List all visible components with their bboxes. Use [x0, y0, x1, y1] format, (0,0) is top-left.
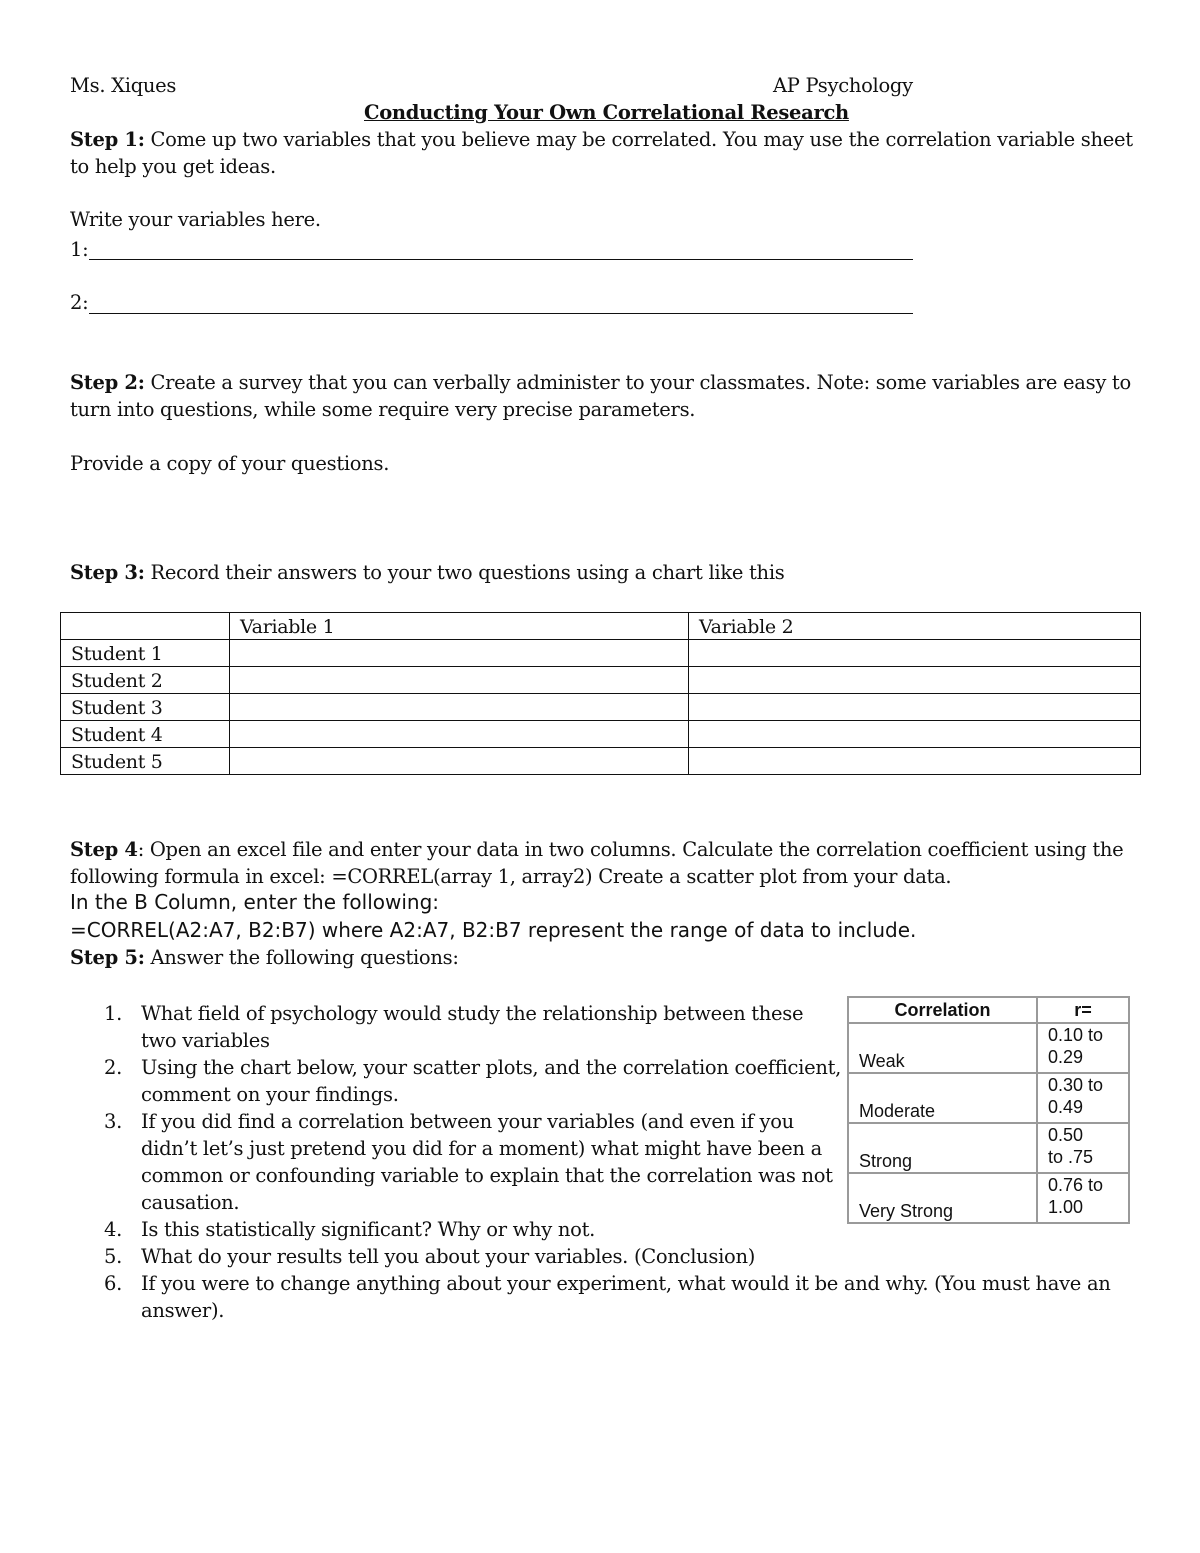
r-range — [1037, 1073, 1129, 1123]
question-text: Is this statistically significant? Why or why not. — [141, 1218, 596, 1241]
step5-label: Step 5: — [70, 946, 145, 969]
student-label: Student 4 — [61, 721, 230, 748]
strength-label: Moderate — [848, 1073, 1037, 1123]
correlation-table — [847, 996, 1130, 1224]
step4-line1 — [70, 838, 1123, 861]
step4-note-line1: In the B Column, enter the following: — [70, 890, 440, 914]
record-table-header-row — [61, 613, 1141, 640]
variable1-cell[interactable] — [230, 667, 689, 694]
teacher-name: Ms. Xiques — [70, 74, 177, 97]
student-label: Student 5 — [61, 748, 230, 775]
record-table-corner — [61, 613, 230, 640]
question-text: causation. — [141, 1191, 240, 1214]
table-row — [848, 1073, 1129, 1123]
r-range-end: 1.00 — [1048, 1197, 1084, 1217]
student-label: Student 1 — [61, 640, 230, 667]
r-range — [1037, 1173, 1129, 1223]
student-label: Student 3 — [61, 694, 230, 721]
question-number: 4. — [104, 1218, 123, 1241]
step4-line2: following formula in excel: =CORREL(array 1, array2) Create a scatter plot from your data. — [70, 865, 952, 888]
question-text: What field of psychology would study the relationship between these — [141, 1002, 804, 1025]
r-range — [1037, 1123, 1129, 1173]
r-range-start: 0.76 to — [1048, 1175, 1104, 1195]
question-text: Using the chart below, your scatter plots, and the correlation coefficient, — [141, 1056, 842, 1079]
table-row — [61, 694, 1141, 721]
table-row — [848, 1173, 1129, 1223]
list-item — [100, 1243, 1111, 1270]
question-text: comment on your findings. — [141, 1083, 399, 1106]
variable2-cell[interactable] — [689, 748, 1141, 775]
question-number: 6. — [104, 1272, 123, 1295]
step1-line1 — [70, 128, 1133, 151]
variable1-cell[interactable] — [230, 748, 689, 775]
step5-text: Answer the following questions: — [144, 946, 459, 969]
question-text: What do your results tell you about your variables. (Conclusion) — [141, 1245, 756, 1268]
question-number: 1. — [104, 1002, 123, 1025]
list-item — [100, 1270, 1111, 1324]
step2-label: Step 2: — [70, 371, 145, 394]
table-row — [61, 640, 1141, 667]
question-number: 5. — [104, 1245, 123, 1268]
question-text: didn’t let’s just pretend you did for a moment) what might have been a — [141, 1137, 822, 1160]
variable2-answer-line[interactable] — [89, 313, 913, 314]
variable2-cell[interactable] — [689, 721, 1141, 748]
r-range-end: 0.49 — [1048, 1097, 1084, 1117]
variable2-header: Variable 2 — [689, 613, 1141, 640]
strength-label: Strong — [848, 1123, 1037, 1173]
question-number: 2. — [104, 1056, 123, 1079]
correlation-table-header-row — [848, 997, 1129, 1023]
step1-label: Step 1: — [70, 128, 145, 151]
variable2-cell[interactable] — [689, 640, 1141, 667]
table-row — [848, 1123, 1129, 1173]
student-label: Student 2 — [61, 667, 230, 694]
step5-line — [70, 946, 459, 969]
step2-line2: turn into questions, while some require very precise parameters. — [70, 398, 696, 421]
question-text: common or confounding variable to explain that the correlation was not — [141, 1164, 833, 1187]
table-row — [61, 721, 1141, 748]
question-text: two variables — [141, 1029, 270, 1052]
variable1-answer-line[interactable] — [89, 259, 913, 260]
strength-label: Very Strong — [848, 1173, 1037, 1223]
question-text: If you did find a correlation between your variables (and even if you — [141, 1110, 794, 1133]
step3-line — [70, 561, 784, 584]
r-range-start: 0.10 to — [1048, 1025, 1104, 1045]
page-title: Conducting Your Own Correlational Research — [364, 101, 849, 124]
step1-line2: to help you get ideas. — [70, 155, 276, 178]
r-range-end: to .75 — [1048, 1147, 1094, 1167]
r-range-start: 0.50 — [1048, 1125, 1084, 1145]
r-range-end: 0.29 — [1048, 1047, 1084, 1067]
step2-text: Create a survey that you can verbally administer to your classmates. Note: some variables are easy to — [144, 371, 1131, 394]
correlation-header: Correlation — [848, 997, 1037, 1023]
r-range-start: 0.30 to — [1048, 1075, 1104, 1095]
strength-label: Weak — [848, 1023, 1037, 1073]
r-range — [1037, 1023, 1129, 1073]
step2-line1 — [70, 371, 1131, 394]
step3-label: Step 3: — [70, 561, 145, 584]
question-text: If you were to change anything about your experiment, what would it be and why. (You must have an — [141, 1272, 1111, 1295]
table-row — [848, 1023, 1129, 1073]
step4-label: Step 4 — [70, 838, 138, 861]
variable1-header: Variable 1 — [230, 613, 689, 640]
variable1-cell[interactable] — [230, 640, 689, 667]
step2-prompt: Provide a copy of your questions. — [70, 452, 390, 475]
step1-prompt: Write your variables here. — [70, 208, 321, 231]
variable2-label: 2: — [70, 291, 89, 314]
step1-text: Come up two variables that you believe may be correlated. You may use the correlation variable sheet — [144, 128, 1133, 151]
course-name: AP Psychology — [773, 74, 913, 97]
variable1-cell[interactable] — [230, 694, 689, 721]
variable2-cell[interactable] — [689, 694, 1141, 721]
step3-text: Record their answers to your two questions using a chart like this — [144, 561, 785, 584]
variable1-label: 1: — [70, 238, 89, 261]
variable1-cell[interactable] — [230, 721, 689, 748]
record-table — [60, 612, 1141, 775]
table-row — [61, 748, 1141, 775]
step4-note-line2: =CORREL(A2:A7, B2:B7) where A2:A7, B2:B7 represent the range of data to include. — [70, 918, 917, 942]
table-row — [61, 667, 1141, 694]
question-text: answer). — [141, 1299, 225, 1322]
step4-text: : Open an excel file and enter your data in two columns. Calculate the correlation coefficient using the — [137, 838, 1124, 861]
question-number: 3. — [104, 1110, 123, 1133]
r-header: r= — [1037, 997, 1129, 1023]
variable2-cell[interactable] — [689, 667, 1141, 694]
